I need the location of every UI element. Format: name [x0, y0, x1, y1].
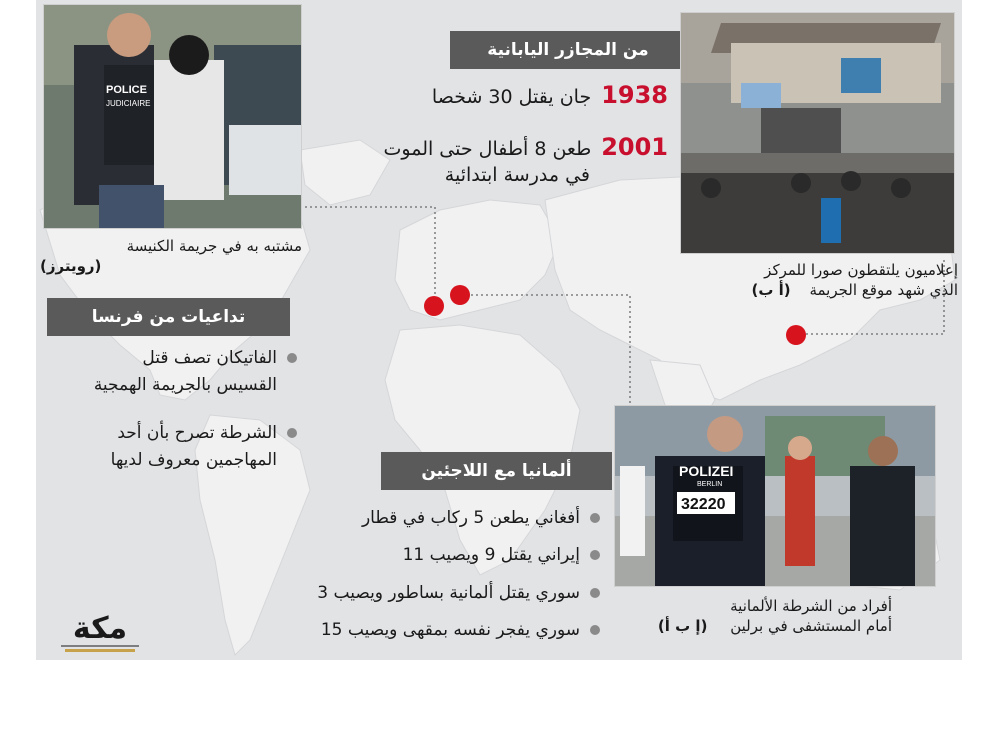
germany-caption-line1: أفراد من الشرطة الألمانية: [730, 597, 892, 615]
bullet-text: سوري يفجر نفسه بمقهى ويصيب 15: [320, 620, 580, 640]
japan-caption-line2: الذي شهد موقع الجريمة: [809, 281, 958, 299]
polizei-vest-label: POLIZEI: [679, 463, 734, 479]
bullet-text: أفغاني يطعن 5 ركاب في قطار: [361, 508, 580, 528]
france-bullet-2: [35, 420, 297, 474]
france-photo: [43, 4, 302, 229]
police-vest-sublabel: JUDICIAIRE: [106, 99, 151, 108]
polizei-vest-sublabel: BERLIN: [697, 481, 723, 488]
event-year: 2001: [601, 133, 668, 161]
bullet-dot: [590, 550, 600, 560]
bullet-text: سوري يقتل ألمانية بساطور ويصيب 3: [317, 583, 580, 603]
france-header: تداعيات من فرنسا: [47, 298, 290, 336]
japan-photo: [680, 12, 955, 254]
marker-germany[interactable]: [450, 285, 470, 305]
germany-photo-credit: (إ ب أ): [657, 617, 708, 635]
japan-event-1: [340, 82, 668, 110]
japan-caption-line2-row: [672, 280, 958, 300]
japan-photo-credit: (أ ب): [751, 281, 791, 299]
germany-bullet-1: [230, 505, 600, 532]
france-caption-text: مشتبه به في جريمة الكنيسة: [126, 237, 302, 255]
bullet-text: إيراني يقتل 9 ويصيب 11: [402, 545, 580, 565]
germany-header: ألمانيا مع اللاجئين: [381, 452, 612, 490]
japan-header: من المجازر اليابانية: [450, 31, 686, 69]
makkah-logo: [55, 606, 145, 660]
france-photo-credit: (رويترز): [40, 257, 102, 275]
germany-bullet-4: [230, 617, 600, 644]
bullet-dot: [590, 625, 600, 635]
event-text: جان يقتل 30 شخصا: [431, 86, 592, 108]
bullet-text-2: القسيس بالجريمة الهمجية: [93, 375, 277, 395]
event-text: طعن 8 أطفال حتى الموت: [383, 138, 592, 160]
japan-photo-caption: [672, 260, 958, 300]
france-bullet-1: [35, 345, 297, 399]
bullet-dot: [590, 513, 600, 523]
germany-photo-caption: [612, 596, 892, 636]
bullet-dot: [287, 428, 297, 438]
event-year: 1938: [601, 81, 668, 109]
germany-photo: [614, 405, 936, 587]
bullet-dot: [590, 588, 600, 598]
bullet-text-1: الفاتيكان تصف قتل: [142, 348, 277, 368]
logo-text: مكة: [72, 611, 128, 646]
germany-caption-line2: أمام المستشفى في برلين: [730, 617, 892, 635]
marker-france[interactable]: [424, 296, 444, 316]
germany-caption-line2-row: [612, 616, 892, 636]
police-vest-label: POLICE: [106, 84, 147, 96]
marker-japan[interactable]: [786, 325, 806, 345]
polizei-vest-number: 32220: [681, 496, 726, 513]
germany-bullet-2: [230, 542, 600, 569]
bullet-text-1: الشرطة تصرح بأن أحد: [117, 423, 277, 443]
bullet-text-2: المهاجمين معروف لديها: [110, 450, 277, 470]
germany-bullet-3: [230, 580, 600, 607]
japan-event-2: [340, 134, 668, 188]
event-text-line2: في مدرسة ابتدائية: [444, 164, 590, 186]
bullet-dot: [287, 353, 297, 363]
france-photo-caption: [40, 236, 302, 276]
japan-caption-line1: إعلاميون يلتقطون صورا للمركز: [764, 261, 958, 279]
